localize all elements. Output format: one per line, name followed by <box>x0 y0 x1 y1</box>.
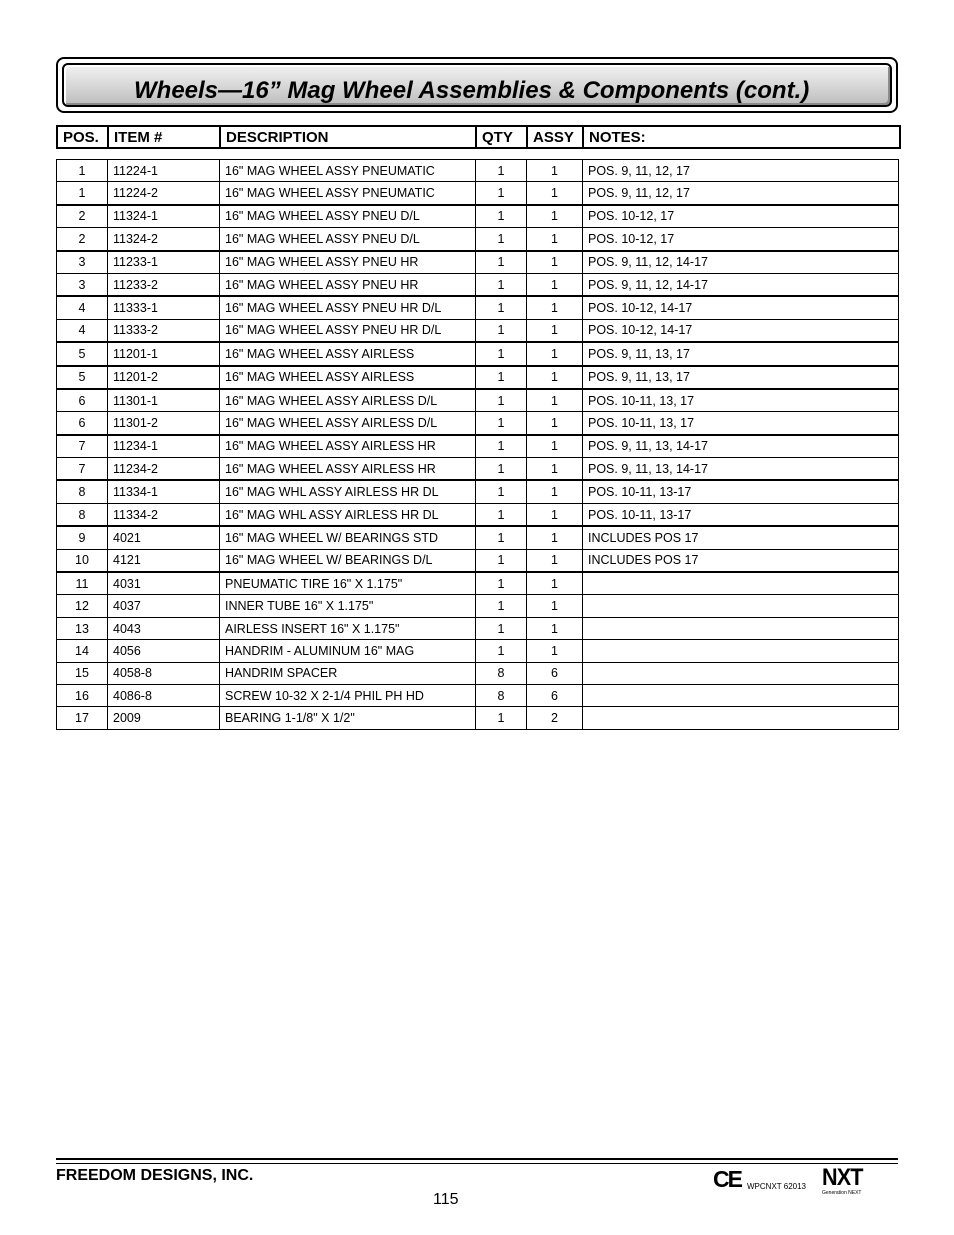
parts-table <box>56 159 899 730</box>
cell-qty: 1 <box>476 319 527 342</box>
cell-description: 16" MAG WHEEL ASSY AIRLESS <box>220 366 476 389</box>
document-code: WPCNXT 62013 <box>747 1182 806 1191</box>
cell-item: 11334-1 <box>108 480 220 503</box>
cell-qty: 1 <box>476 595 527 617</box>
cell-assy: 1 <box>527 160 583 182</box>
table-row <box>57 526 899 549</box>
ce-mark-icon: CE <box>713 1166 741 1192</box>
cell-item: 11234-1 <box>108 435 220 458</box>
table-row <box>57 228 899 251</box>
cell-notes: POS. 9, 11, 13, 14-17 <box>583 458 899 481</box>
cell-item: 11234-2 <box>108 458 220 481</box>
cell-assy: 1 <box>527 503 583 526</box>
cell-description: 16" MAG WHL ASSY AIRLESS HR DL <box>220 480 476 503</box>
cell-item: 11324-2 <box>108 228 220 251</box>
cell-item: 11334-2 <box>108 503 220 526</box>
cell-assy: 1 <box>527 412 583 435</box>
column-header-qty: QTY <box>476 126 527 148</box>
cell-assy: 1 <box>527 366 583 389</box>
table-row <box>57 342 899 365</box>
cell-notes <box>583 684 899 706</box>
cell-item: 4031 <box>108 572 220 595</box>
cell-assy: 1 <box>527 480 583 503</box>
nxt-logo-tagline: Generation NEXT <box>822 1190 862 1196</box>
cell-qty: 1 <box>476 435 527 458</box>
cell-item: 4037 <box>108 595 220 617</box>
table-row <box>57 617 899 639</box>
cell-description: 16" MAG WHEEL ASSY PNEU HR <box>220 273 476 296</box>
cell-pos: 5 <box>57 366 108 389</box>
cell-assy: 1 <box>527 640 583 662</box>
cell-notes: POS. 10-12, 14-17 <box>583 319 899 342</box>
cell-qty: 1 <box>476 251 527 274</box>
table-row <box>57 435 899 458</box>
cell-item: 4043 <box>108 617 220 639</box>
cell-assy: 1 <box>527 389 583 412</box>
table-row <box>57 572 899 595</box>
cell-notes: INCLUDES POS 17 <box>583 549 899 572</box>
cell-pos: 15 <box>57 662 108 684</box>
table-row <box>57 273 899 296</box>
cell-notes: POS. 10-11, 13, 17 <box>583 412 899 435</box>
cell-description: HANDRIM SPACER <box>220 662 476 684</box>
table-row <box>57 503 899 526</box>
cell-pos: 14 <box>57 640 108 662</box>
cell-item: 4021 <box>108 526 220 549</box>
cell-description: 16" MAG WHEEL ASSY AIRLESS HR <box>220 435 476 458</box>
cell-description: 16" MAG WHEEL W/ BEARINGS STD <box>220 526 476 549</box>
cell-item: 11201-2 <box>108 366 220 389</box>
cell-description: 16" MAG WHEEL ASSY PNEU HR D/L <box>220 319 476 342</box>
cell-assy: 2 <box>527 707 583 729</box>
cell-assy: 1 <box>527 205 583 228</box>
cell-description: HANDRIM - ALUMINUM 16" MAG <box>220 640 476 662</box>
table-row <box>57 366 899 389</box>
cell-pos: 1 <box>57 182 108 205</box>
cell-description: 16" MAG WHEEL ASSY PNEU D/L <box>220 205 476 228</box>
cell-description: 16" MAG WHEEL ASSY PNEUMATIC <box>220 160 476 182</box>
cell-notes: POS. 9, 11, 12, 14-17 <box>583 251 899 274</box>
cell-notes: POS. 10-11, 13-17 <box>583 503 899 526</box>
cell-description: AIRLESS INSERT 16" X 1.175" <box>220 617 476 639</box>
cell-pos: 3 <box>57 273 108 296</box>
cell-assy: 1 <box>527 595 583 617</box>
table-row <box>57 205 899 228</box>
cell-item: 4058-8 <box>108 662 220 684</box>
table-row <box>57 549 899 572</box>
cell-item: 2009 <box>108 707 220 729</box>
cell-assy: 1 <box>527 273 583 296</box>
cell-assy: 6 <box>527 684 583 706</box>
cell-description: 16" MAG WHEEL W/ BEARINGS D/L <box>220 549 476 572</box>
cell-assy: 1 <box>527 526 583 549</box>
cell-description: 16" MAG WHEEL ASSY PNEUMATIC <box>220 182 476 205</box>
column-header-item: ITEM # <box>108 126 220 148</box>
parts-table-body <box>57 160 899 730</box>
cell-qty: 1 <box>476 160 527 182</box>
cell-pos: 6 <box>57 389 108 412</box>
cell-description: 16" MAG WHEEL ASSY AIRLESS D/L <box>220 412 476 435</box>
cell-qty: 8 <box>476 684 527 706</box>
cell-description: 16" MAG WHEEL ASSY PNEU HR <box>220 251 476 274</box>
cell-qty: 1 <box>476 182 527 205</box>
nxt-logo-text: NXT <box>822 1164 863 1191</box>
column-header-pos: POS. <box>57 126 108 148</box>
table-row <box>57 684 899 706</box>
cell-assy: 1 <box>527 228 583 251</box>
table-row <box>57 458 899 481</box>
cell-item: 11333-1 <box>108 296 220 319</box>
cell-description: SCREW 10-32 X 2-1/4 PHIL PH HD <box>220 684 476 706</box>
column-header-assy: ASSY <box>527 126 583 148</box>
cell-pos: 13 <box>57 617 108 639</box>
cell-assy: 1 <box>527 296 583 319</box>
cell-item: 4056 <box>108 640 220 662</box>
cell-notes: POS. 10-12, 17 <box>583 205 899 228</box>
cell-notes: POS. 9, 11, 13, 17 <box>583 342 899 365</box>
cell-description: BEARING 1-1/8" X 1/2" <box>220 707 476 729</box>
cell-assy: 1 <box>527 458 583 481</box>
cell-description: 16" MAG WHEEL ASSY PNEU D/L <box>220 228 476 251</box>
footer-rule <box>56 1158 898 1160</box>
cell-qty: 1 <box>476 640 527 662</box>
cell-pos: 8 <box>57 480 108 503</box>
cell-description: 16" MAG WHEEL ASSY AIRLESS <box>220 342 476 365</box>
page-title: Wheels—16” Mag Wheel Assemblies & Components (cont.) <box>134 77 810 104</box>
cell-qty: 1 <box>476 342 527 365</box>
cell-item: 11233-2 <box>108 273 220 296</box>
company-name: FREEDOM DESIGNS, INC. <box>56 1167 254 1184</box>
cell-notes: POS. 9, 11, 12, 17 <box>583 182 899 205</box>
table-row <box>57 640 899 662</box>
cell-notes <box>583 595 899 617</box>
cell-notes: INCLUDES POS 17 <box>583 526 899 549</box>
cell-notes: POS. 10-11, 13, 17 <box>583 389 899 412</box>
cell-pos: 2 <box>57 205 108 228</box>
cell-item: 11201-1 <box>108 342 220 365</box>
cell-qty: 1 <box>476 273 527 296</box>
cell-qty: 1 <box>476 296 527 319</box>
cell-description: 16" MAG WHEEL ASSY AIRLESS D/L <box>220 389 476 412</box>
title-banner-inner <box>62 63 892 107</box>
cell-pos: 4 <box>57 319 108 342</box>
cell-pos: 11 <box>57 572 108 595</box>
cell-item: 4121 <box>108 549 220 572</box>
cell-qty: 8 <box>476 662 527 684</box>
cell-pos: 7 <box>57 435 108 458</box>
cell-pos: 12 <box>57 595 108 617</box>
cell-assy: 1 <box>527 617 583 639</box>
table-row <box>57 412 899 435</box>
cell-notes: POS. 9, 11, 13, 17 <box>583 366 899 389</box>
cell-qty: 1 <box>476 617 527 639</box>
cell-qty: 1 <box>476 458 527 481</box>
cell-description: INNER TUBE 16" X 1.175" <box>220 595 476 617</box>
cell-item: 11301-1 <box>108 389 220 412</box>
column-header-row <box>57 126 900 148</box>
cell-qty: 1 <box>476 480 527 503</box>
column-header-notes: NOTES: <box>583 126 900 148</box>
table-row <box>57 319 899 342</box>
cell-notes <box>583 662 899 684</box>
cell-qty: 1 <box>476 366 527 389</box>
cell-qty: 1 <box>476 526 527 549</box>
cell-pos: 6 <box>57 412 108 435</box>
table-row <box>57 160 899 182</box>
cell-pos: 7 <box>57 458 108 481</box>
table-row <box>57 662 899 684</box>
cell-pos: 8 <box>57 503 108 526</box>
cell-item: 11333-2 <box>108 319 220 342</box>
cell-description: PNEUMATIC TIRE 16" X 1.175" <box>220 572 476 595</box>
cell-assy: 1 <box>527 435 583 458</box>
cell-qty: 1 <box>476 549 527 572</box>
cell-notes: POS. 10-12, 17 <box>583 228 899 251</box>
table-row <box>57 182 899 205</box>
cell-item: 11233-1 <box>108 251 220 274</box>
cell-qty: 1 <box>476 707 527 729</box>
cell-qty: 1 <box>476 503 527 526</box>
cell-notes <box>583 707 899 729</box>
cell-pos: 5 <box>57 342 108 365</box>
cell-pos: 17 <box>57 707 108 729</box>
table-row <box>57 595 899 617</box>
cell-qty: 1 <box>476 389 527 412</box>
cell-pos: 16 <box>57 684 108 706</box>
title-banner <box>56 57 898 113</box>
page-number: 115 <box>433 1191 459 1208</box>
cell-description: 16" MAG WHEEL ASSY AIRLESS HR <box>220 458 476 481</box>
cell-pos: 1 <box>57 160 108 182</box>
cell-assy: 1 <box>527 342 583 365</box>
nxt-logo <box>822 1166 868 1196</box>
cell-item: 11224-2 <box>108 182 220 205</box>
cell-item: 11224-1 <box>108 160 220 182</box>
cell-notes <box>583 572 899 595</box>
cell-notes: POS. 10-12, 14-17 <box>583 296 899 319</box>
cell-notes: POS. 9, 11, 13, 14-17 <box>583 435 899 458</box>
cell-item: 11301-2 <box>108 412 220 435</box>
cell-item: 4086-8 <box>108 684 220 706</box>
cell-assy: 1 <box>527 319 583 342</box>
cell-pos: 9 <box>57 526 108 549</box>
cell-pos: 2 <box>57 228 108 251</box>
cell-description: 16" MAG WHEEL ASSY PNEU HR D/L <box>220 296 476 319</box>
cell-pos: 3 <box>57 251 108 274</box>
cell-qty: 1 <box>476 228 527 251</box>
cell-description: 16" MAG WHL ASSY AIRLESS HR DL <box>220 503 476 526</box>
cell-pos: 10 <box>57 549 108 572</box>
cell-assy: 6 <box>527 662 583 684</box>
table-row <box>57 251 899 274</box>
table-row <box>57 480 899 503</box>
cell-assy: 1 <box>527 251 583 274</box>
cell-notes <box>583 617 899 639</box>
cell-pos: 4 <box>57 296 108 319</box>
cell-assy: 1 <box>527 572 583 595</box>
cell-notes: POS. 9, 11, 12, 17 <box>583 160 899 182</box>
column-header-description: DESCRIPTION <box>220 126 476 148</box>
cell-assy: 1 <box>527 182 583 205</box>
table-row <box>57 296 899 319</box>
table-row <box>57 389 899 412</box>
cell-qty: 1 <box>476 572 527 595</box>
cell-notes: POS. 9, 11, 12, 14-17 <box>583 273 899 296</box>
cell-notes: POS. 10-11, 13-17 <box>583 480 899 503</box>
cell-qty: 1 <box>476 412 527 435</box>
table-row <box>57 707 899 729</box>
cell-item: 11324-1 <box>108 205 220 228</box>
footer-rule-thin <box>56 1163 898 1164</box>
cell-assy: 1 <box>527 549 583 572</box>
column-header-table <box>56 125 901 149</box>
cell-qty: 1 <box>476 205 527 228</box>
cell-notes <box>583 640 899 662</box>
